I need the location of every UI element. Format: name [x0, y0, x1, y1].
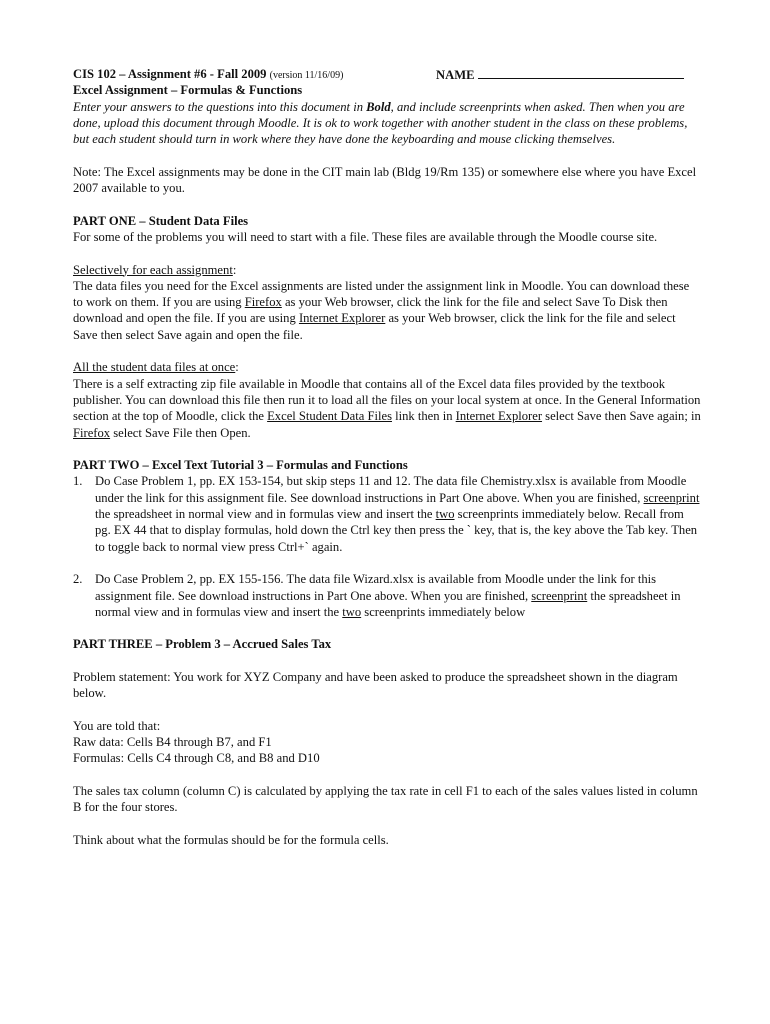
problem-statement: Problem statement: You work for XYZ Company and have been asked to produce the spreadsheet shown in the diagram below.	[73, 669, 678, 701]
part-two-list	[73, 473, 701, 620]
item-number: 2.	[73, 572, 83, 587]
course-title: CIS 102 – Assignment #6 - Fall 2009 (version 11/16/09)	[73, 67, 344, 81]
name-blank-line	[478, 66, 684, 79]
all-files-heading: All the student data files at once:	[73, 360, 239, 375]
part-two-heading: PART TWO – Excel Text Tutorial 3 – Formulas and Functions	[73, 458, 408, 473]
instructions: Enter your answers to the questions into this document in Bold, and include screenprints when asked. Then when you are done, upload this document through Moodle. It is ok to work together with another student in the class on these problems, but each student should turn in work where they have done the keyboarding and mouse clicking themselves.	[73, 99, 688, 147]
bold-word: Bold	[366, 99, 391, 114]
part-three-heading: PART THREE – Problem 3 – Accrued Sales Tax	[73, 637, 332, 652]
title-line	[73, 66, 701, 82]
excel-student-data-files-link: Excel Student Data Files	[267, 409, 392, 424]
item-number: 1.	[73, 474, 83, 489]
firefox-link: Firefox	[73, 425, 111, 440]
sales-tax-paragraph: The sales tax column (column C) is calculated by applying the tax rate in cell F1 to each of the sales values listed in column B for the four stores.	[73, 784, 698, 815]
told-line: You are told that:	[73, 718, 161, 733]
document-body	[73, 66, 701, 848]
firefox-link: Firefox	[244, 295, 282, 310]
internet-explorer-link: Internet Explorer	[298, 311, 386, 326]
note-paragraph: Note: The Excel assignments may be done in the CIT main lab (Bldg 19/Rm 135) or somewhere else where you have Excel 2007 available to you.	[73, 164, 697, 196]
list-item: 2. Do Case Problem 2, pp. EX 155-156. The data file Wizard.xlsx is available from Moodle under the link for this assignment file. See download instructions in Part One above. When you are finished, screenprint the spreadsheet in normal view and in formulas view and insert the two screenprints immediately below	[73, 572, 681, 619]
version-note: (version 11/16/09)	[269, 70, 344, 81]
name-field	[436, 66, 684, 83]
part-one-heading: PART ONE – Student Data Files	[73, 213, 249, 228]
name-label: NAME	[436, 68, 475, 82]
part-one-intro: For some of the problems you will need to start with a file. These files are available through the Moodle course site.	[73, 229, 658, 244]
assignment-subtitle: Excel Assignment – Formulas & Functions	[73, 83, 303, 98]
list-item: 1. Do Case Problem 1, pp. EX 153-154, but skip steps 11 and 12. The data file Chemistry.xlsx is available from Moodle under the link for this assignment file. See download instructions in Part One above. When you are finished, screenprint the spreadsheet in normal view and in formulas view and insert the two screenprints immediately below. Recall from pg. EX 44 that to display formulas, hold down the Ctrl key then press the ` key, that is, the key above the Tab key. Then to toggle back to normal view press Ctrl+` again.	[73, 474, 700, 554]
all-files-paragraph: There is a self extracting zip file available in Moodle that contains all of the Excel data files provided by the textbook publisher. You can download this file then run it to load all the files on your local system at once. In the General Information section at the top of Moodle, click the Excel Student Data Files link then in Internet Explorer select Save then Save again; in Firefox select Save File then Open.	[73, 376, 701, 440]
selective-heading: Selectively for each assignment:	[73, 262, 237, 277]
think-paragraph: Think about what the formulas should be for the formula cells.	[73, 832, 389, 847]
selective-paragraph: The data files you need for the Excel assignments are listed under the assignment link in Moodle. You can download these to work on them. If you are using Firefox as your Web browser, click the link for the file and select Save To Disk then download and open the file. If you are using Internet Explorer as your Web browser, click the link for the file and select Save then select Save again and open the file.	[73, 278, 690, 342]
formulas-line: Formulas: Cells C4 through C8, and B8 and D10	[73, 751, 320, 766]
internet-explorer-link: Internet Explorer	[455, 409, 543, 424]
raw-data-line: Raw data: Cells B4 through B7, and F1	[73, 735, 272, 750]
